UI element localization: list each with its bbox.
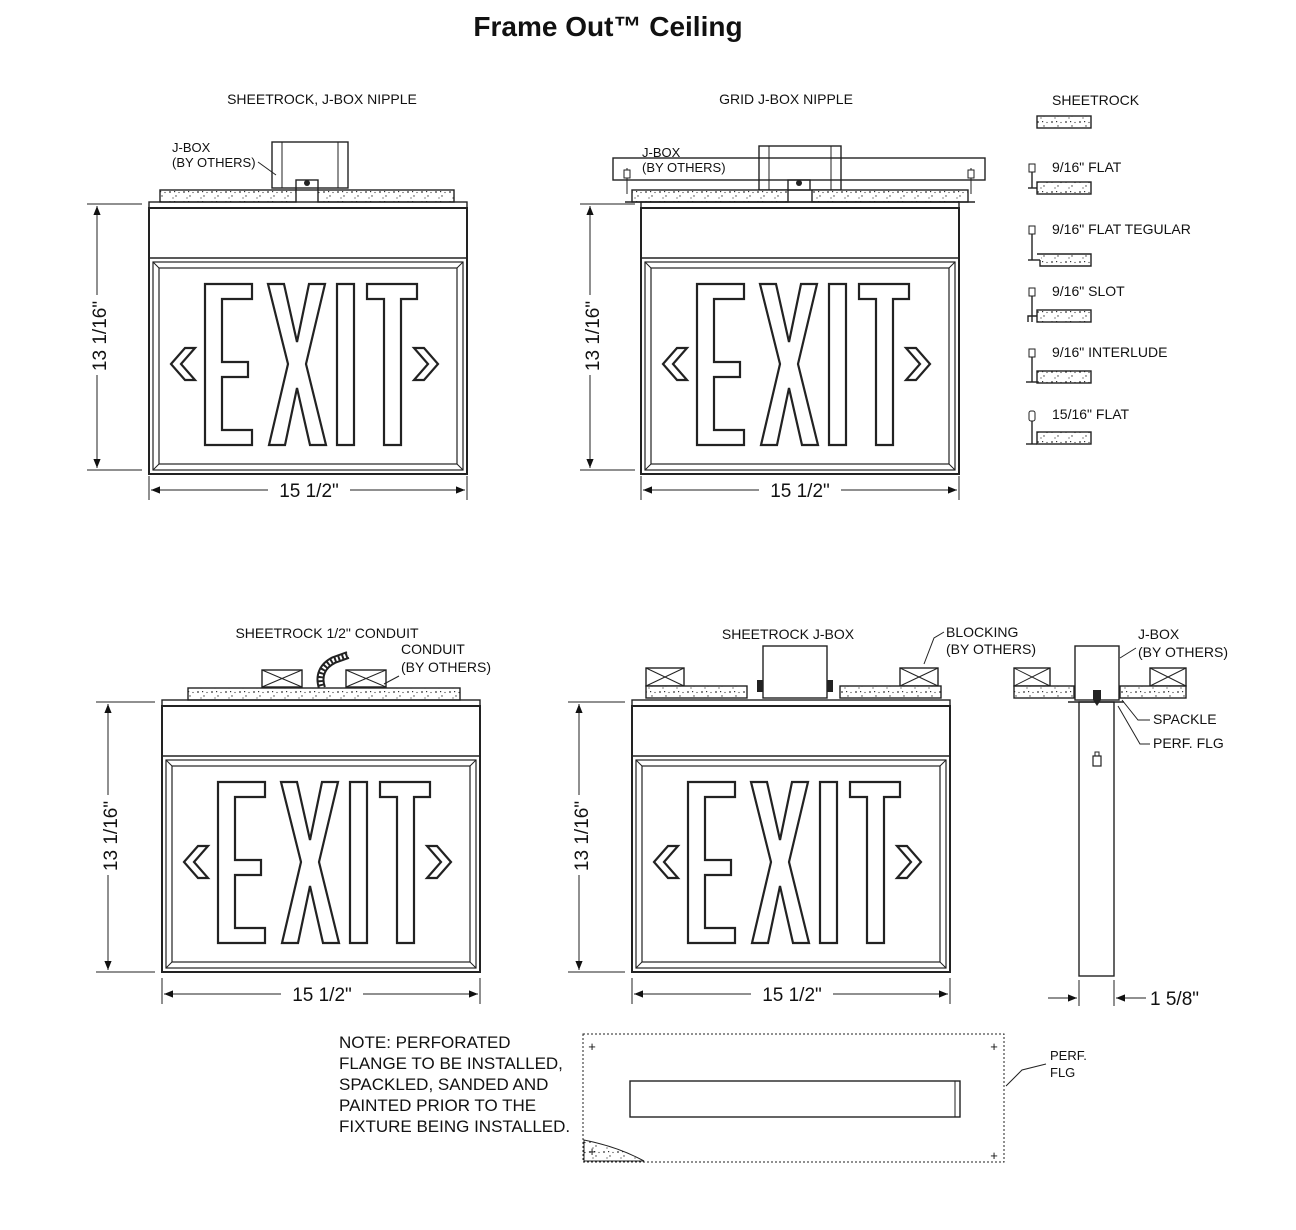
view-caption: SHEETROCK J-BOX (721, 626, 855, 642)
width-dimension: 15 1/2" (292, 985, 352, 1006)
ceiling-types-legend (1026, 92, 1191, 444)
spackle-callout: SPACKLE (1153, 711, 1217, 727)
legend-header: SHEETROCK (1052, 92, 1140, 108)
svg-text:+: + (588, 1144, 596, 1159)
depth-dimension: 1 5/8" (1150, 989, 1200, 1010)
jbox-callout-line2: (BY OTHERS) (172, 155, 256, 170)
note-line: FLANGE TO BE INSTALLED, (339, 1054, 563, 1073)
svg-text:+: + (588, 1039, 596, 1054)
view-grid-jbox-nipple (579, 91, 985, 502)
flange-callout-line1: PERF. (1050, 1048, 1087, 1063)
jbox-callout-line1: J-BOX (642, 145, 681, 160)
junction-box (272, 142, 348, 188)
width-dimension: 15 1/2" (770, 481, 830, 502)
sheetrock-panel-right (840, 686, 941, 698)
perforated-flange-drawing (583, 1034, 1087, 1163)
view-caption: SHEETROCK 1/2" CONDUIT (235, 625, 419, 641)
sheetrock-panel-left (160, 190, 296, 202)
exit-sign-front (632, 700, 950, 972)
conduit-callout-line1: CONDUIT (401, 641, 465, 657)
sheetrock-panel (188, 688, 460, 700)
legend-swatch-sheetrock (1037, 116, 1091, 128)
perf-flg-callout: PERF. FLG (1153, 735, 1224, 751)
view-caption: SHEETROCK, J-BOX NIPPLE (227, 91, 417, 107)
legend-item-label: 9/16" FLAT TEGULAR (1052, 221, 1191, 237)
note-line: PAINTED PRIOR TO THE (339, 1096, 537, 1115)
height-dimension: 13 1/16" (572, 800, 593, 872)
view-sheetrock-jbox (568, 624, 1036, 1006)
ceiling-tile-left (632, 190, 788, 202)
view-side (1014, 626, 1228, 1010)
legend-item-label: 15/16" FLAT (1052, 406, 1130, 422)
junction-box (763, 646, 827, 698)
conduit-callout-line2: (BY OTHERS) (401, 659, 491, 675)
sheetrock-panel-right (318, 190, 454, 202)
view-sheetrock-conduit (96, 625, 491, 1006)
flange-opening (630, 1081, 960, 1117)
installation-note (339, 1033, 570, 1136)
exit-sign-front (641, 202, 959, 474)
view-caption: GRID J-BOX NIPPLE (719, 91, 853, 107)
flange-outline (583, 1034, 1004, 1162)
note-line: NOTE: PERFORATED (339, 1033, 511, 1052)
blocking-callout-line2: (BY OTHERS) (946, 641, 1036, 657)
svg-text:+: + (990, 1148, 998, 1163)
flange-callout-line2: FLG (1050, 1065, 1076, 1080)
note-line: FIXTURE BEING INSTALLED. (339, 1117, 571, 1136)
legend-item-label: 9/16" INTERLUDE (1052, 344, 1168, 360)
jbox-callout-line1: J-BOX (172, 140, 211, 155)
jbox-callout-line2: (BY OTHERS) (1138, 644, 1228, 660)
sign-side-profile (1079, 702, 1114, 976)
height-dimension: 13 1/16" (583, 300, 604, 372)
blocking-callout-line1: BLOCKING (946, 624, 1019, 640)
width-dimension: 15 1/2" (279, 481, 339, 502)
svg-text:+: + (990, 1039, 998, 1054)
height-dimension: 13 1/16" (90, 300, 111, 372)
legend-item-label: 9/16" FLAT (1052, 159, 1122, 175)
legend-item-label: 9/16" SLOT (1052, 283, 1125, 299)
exit-sign-front (149, 202, 467, 474)
width-dimension: 15 1/2" (762, 985, 822, 1006)
jbox-callout-line2: (BY OTHERS) (642, 160, 726, 175)
ceiling-tile-right (812, 190, 968, 202)
sheetrock-panel-left (646, 686, 747, 698)
note-line: SPACKLED, SANDED AND (339, 1075, 549, 1094)
view-sheetrock-jbox-nipple (86, 91, 467, 502)
page-title: Frame Out™ Ceiling (473, 11, 743, 42)
jbox-leader (258, 162, 276, 175)
height-dimension: 13 1/16" (101, 800, 122, 872)
jbox-callout-line1: J-BOX (1138, 626, 1180, 642)
exit-sign-front (162, 700, 480, 972)
